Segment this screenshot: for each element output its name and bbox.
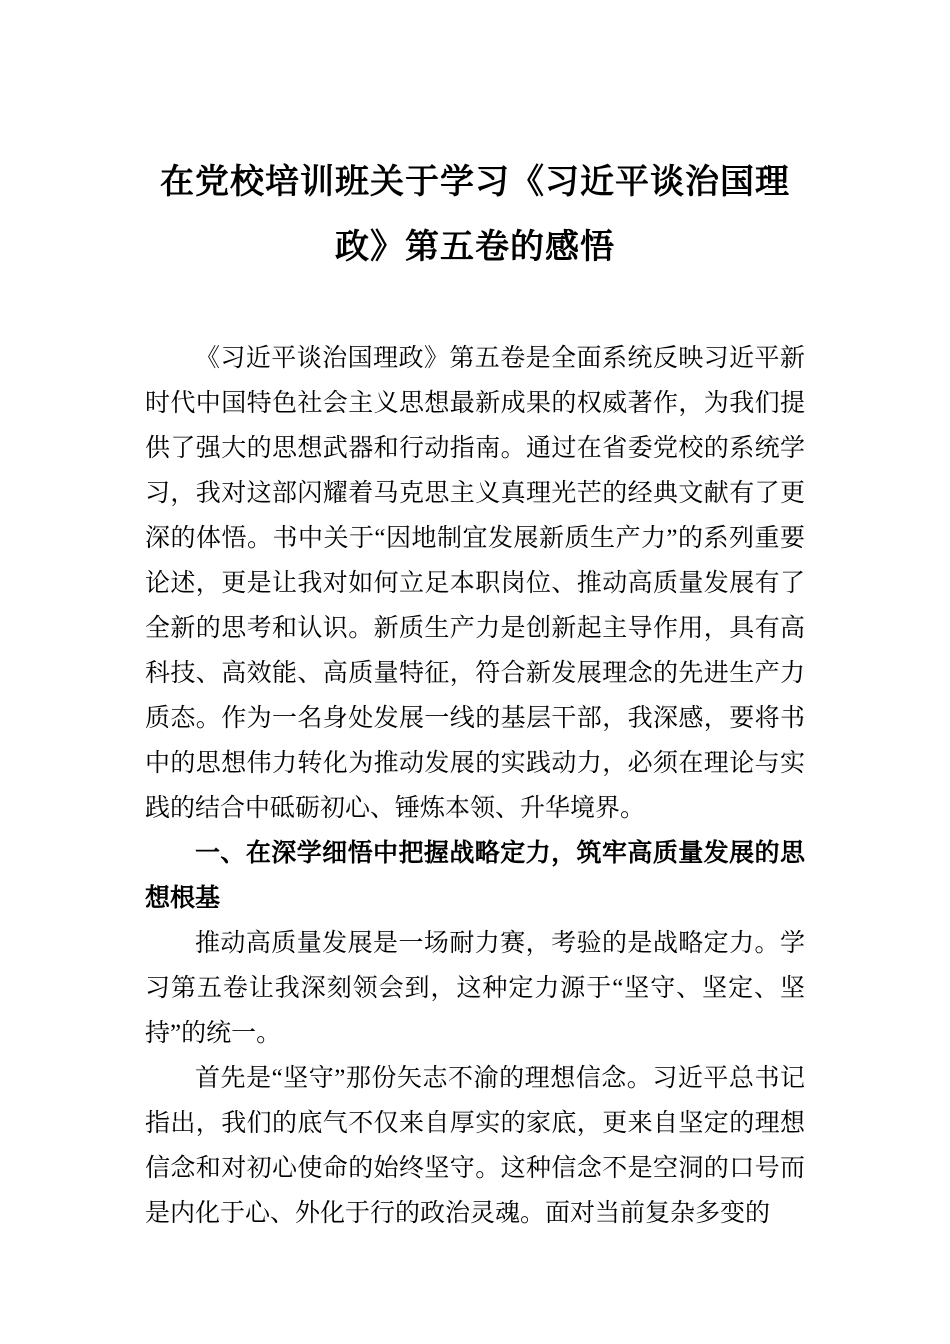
section-heading-1: 一、在深学细悟中把握战略定力，筑牢高质量发展的思想根基 [145,839,805,912]
document-title: 在党校培训班关于学习《习近平谈治国理政》第五卷的感悟 [160,164,790,266]
paragraph-intro: 《习近平谈治国理政》第五卷是全面系统反映习近平新时代中国特色社会主义思想最新成果的权威著作，为我们提供了强大的思想武器和行动指南。通过在省委党校的系统学习，我对这部闪耀着马克思主义真理光芒的经典文献有了更深的体悟。书中关于“因地制宜发展新质生产力”的系列重要论述，更是让我对如何立足本职岗位、推动高质量发展有了全新的思考和认识。新质生产力是创新起主导作用，具有高科技、高效能、高质量特征，符合新发展理念的先进生产力质态。作为一名身处发展一线的基层干部，我深感，要将书中的思想伟力转化为推动发展的实践动力，必须在理论与实践的结合中砥砺初心、锤炼本领、升华境界。 [145,345,805,822]
paragraph-2: 推动高质量发展是一场耐力赛，考验的是战略定力。学习第五卷让我深刻领会到，这种定力源于“坚守、坚定、坚持”的统一。 [145,930,805,1047]
paragraph-3: 首先是“坚守”那份矢志不渝的理想信念。习近平总书记指出，我们的底气不仅来自厚实的家底，更来自坚定的理想信念和对初心使命的始终坚守。这种信念不是空洞的口号而是内化于心、外化于行的政治灵魂。面对当前复杂多变的 [145,1065,805,1227]
